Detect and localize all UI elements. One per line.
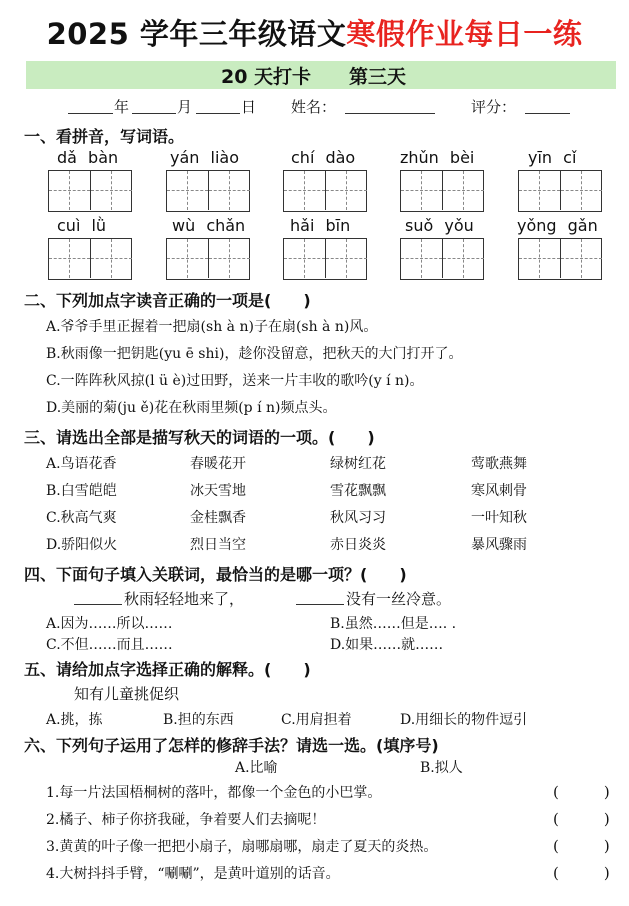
day-label: 日 — [241, 98, 257, 116]
s3-row-b-3: 雪花飘飘 — [330, 483, 386, 499]
pinyin-7: wù chǎn — [172, 216, 246, 235]
s2-option-a[interactable]: A.爷爷手里正握着一把扇(sh à n)子在扇(sh à n)风。 — [46, 319, 378, 335]
s6-answer-1[interactable]: ( ) — [553, 783, 610, 801]
writing-grid[interactable] — [283, 238, 367, 280]
writing-grid[interactable] — [283, 170, 367, 212]
writing-grid[interactable] — [166, 238, 250, 280]
month-blank[interactable] — [132, 113, 176, 114]
s2-option-d[interactable]: D.美丽的菊(ju ě)花在秋雨里频(p í n)频点头。 — [46, 400, 337, 416]
pinyin-3: chí dào — [291, 148, 356, 167]
name-blank[interactable] — [345, 113, 435, 114]
s5-option-a[interactable]: A.挑，拣 — [46, 712, 103, 728]
section-1-heading: 一、看拼音，写词语。 — [24, 127, 185, 146]
s3-row-a-1[interactable]: A.鸟语花香 — [46, 456, 117, 472]
s3-row-c-1[interactable]: C.秋高气爽 — [46, 510, 117, 526]
writing-grid[interactable] — [166, 170, 250, 212]
writing-grid[interactable] — [48, 238, 132, 280]
year-blank[interactable] — [68, 113, 113, 114]
writing-grid[interactable] — [400, 170, 484, 212]
pinyin-4: zhǔn bèi — [400, 148, 475, 167]
pinyin-6: cuì lǜ — [57, 216, 107, 235]
s4-option-d[interactable]: D.如果……就…… — [330, 637, 444, 653]
day-blank[interactable] — [196, 113, 240, 114]
s4-blank-1[interactable] — [74, 604, 122, 605]
s6-choice-b: B.拟人 — [420, 760, 463, 776]
title-highlight: 寒假作业每日一练 — [346, 17, 583, 51]
s4-sentence — [74, 588, 594, 608]
score-blank[interactable] — [525, 113, 570, 114]
s5-option-c[interactable]: C.用肩担着 — [281, 712, 352, 728]
banner-day: 第三天 — [349, 66, 407, 88]
s3-row-b-4: 寒风刺骨 — [471, 483, 527, 499]
s2-option-c[interactable]: C.一阵阵秋风掠(l ü è)过田野，送来一片丰收的歌吟(y í n)。 — [46, 373, 424, 389]
name-label: 姓名： — [291, 98, 337, 116]
s3-row-a-3: 绿树红花 — [330, 456, 386, 472]
s4-sentence-part-a: 秋雨轻轻地来了， — [124, 590, 245, 608]
year-label: 年 — [114, 98, 130, 116]
s3-row-c-2: 金桂飘香 — [190, 510, 246, 526]
section-4-heading: 四、下面句子填入关联词，最恰当的是哪一项？( ) — [24, 565, 407, 584]
s2-option-b[interactable]: B.秋雨像一把钥匙(yu ē shi)，趁你没留意，把秋天的大门打开了。 — [46, 346, 463, 362]
writing-grid[interactable] — [48, 170, 132, 212]
s4-option-a[interactable]: A.因为……所以…… — [46, 616, 173, 632]
s6-item-4: 4.大树抖抖手臂，“唰唰”，是黄叶道别的话音。 — [46, 866, 340, 882]
s4-option-c[interactable]: C.不但……而且…… — [46, 637, 173, 653]
pinyin-1: dǎ bàn — [57, 148, 119, 167]
s5-phrase: 知有儿童挑促织 — [74, 685, 180, 703]
s4-blank-2[interactable] — [296, 604, 344, 605]
section-5-heading: 五、请给加点字选择正确的解释。( ) — [24, 660, 311, 679]
info-line — [0, 96, 629, 118]
section-6-heading: 六、下列句子运用了怎样的修辞手法？请选一选。(填序号) — [24, 736, 439, 755]
writing-grid[interactable] — [400, 238, 484, 280]
pinyin-8: hǎi bīn — [290, 216, 351, 235]
pinyin-2: yán liào — [170, 148, 239, 167]
s3-row-c-4: 一叶知秋 — [471, 510, 527, 526]
banner-days: 20 天打卡 — [221, 66, 312, 88]
s3-row-d-2: 烈日当空 — [190, 537, 246, 553]
s6-answer-2[interactable]: ( ) — [553, 810, 610, 828]
s6-item-1: 1.每一片法国梧桐树的落叶，都像一个金色的小巴掌。 — [46, 785, 382, 801]
score-label: 评分： — [471, 98, 517, 116]
day-banner — [26, 61, 616, 89]
page-title — [0, 12, 629, 53]
s3-row-d-4: 暴风骤雨 — [471, 537, 527, 553]
s3-row-b-1[interactable]: B.白雪皑皑 — [46, 483, 117, 499]
section-3-heading: 三、请选出全部是描写秋天的词语的一项。( ) — [24, 428, 375, 447]
month-label: 月 — [177, 98, 193, 116]
pinyin-5: yīn cǐ — [528, 148, 577, 167]
s6-answer-3[interactable]: ( ) — [553, 837, 610, 855]
s3-row-a-4: 莺歌燕舞 — [471, 456, 527, 472]
pinyin-9: suǒ yǒu — [405, 216, 474, 235]
s3-row-a-2: 春暖花开 — [190, 456, 246, 472]
s5-option-d[interactable]: D.用细长的物件逗引 — [400, 712, 528, 728]
s3-row-d-3: 赤日炎炎 — [330, 537, 386, 553]
s6-item-2: 2.橘子、柿子你挤我碰，争着要人们去摘呢！ — [46, 812, 326, 828]
s6-answer-4[interactable]: ( ) — [553, 864, 610, 882]
writing-grid[interactable] — [518, 238, 602, 280]
s6-item-3: 3.黄黄的叶子像一把把小扇子，扇哪扇哪，扇走了夏天的炎热。 — [46, 839, 438, 855]
title-main: 2025 学年三年级语文 — [46, 17, 347, 51]
s6-choice-a: A.比喻 — [235, 760, 278, 776]
s5-option-b[interactable]: B.担的东西 — [163, 712, 234, 728]
s3-row-c-3: 秋风习习 — [330, 510, 386, 526]
s4-option-b[interactable]: B.虽然……但是…. . — [330, 616, 457, 632]
s3-row-b-2: 冰天雪地 — [190, 483, 246, 499]
writing-grid[interactable] — [518, 170, 602, 212]
s4-sentence-part-b: 没有一丝冷意。 — [346, 590, 452, 608]
s3-row-d-1[interactable]: D.骄阳似火 — [46, 537, 118, 553]
pinyin-10: yǒng gǎn — [517, 216, 598, 235]
section-2-heading: 二、下列加点字读音正确的一项是( ) — [24, 291, 311, 310]
